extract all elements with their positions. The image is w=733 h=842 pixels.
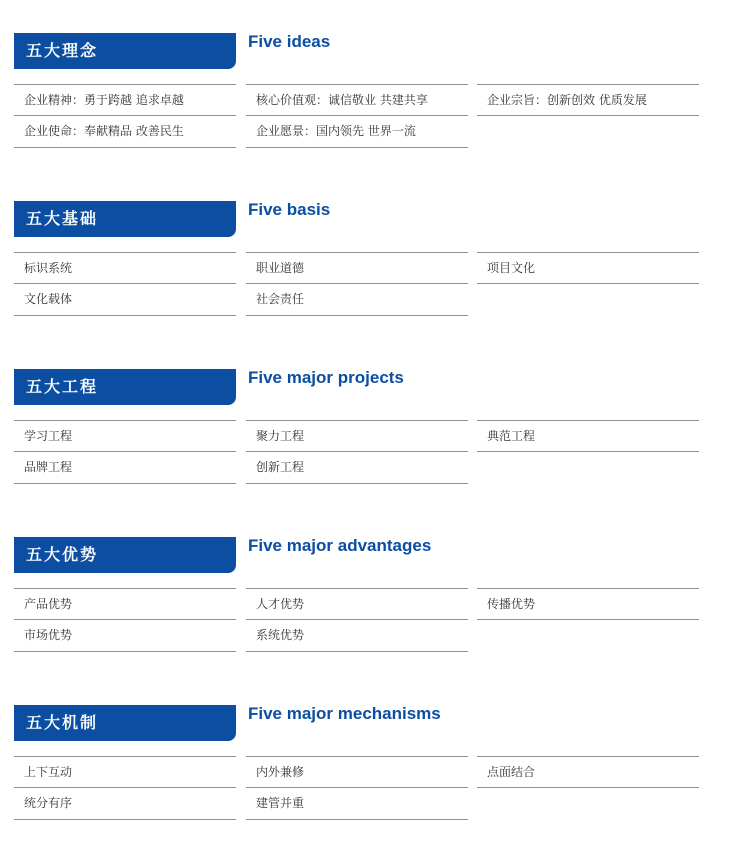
item-cell: 核心价值观：诚信敬业 共建共享 bbox=[256, 93, 428, 107]
item-cell: 企业使命：奉献精品 改善民生 bbox=[24, 124, 184, 138]
item-cell: 内外兼修 bbox=[256, 765, 305, 779]
item-cell: 标识系统 bbox=[24, 261, 73, 275]
item-cell: 企业精神：勇于跨越 追求卓越 bbox=[24, 93, 184, 107]
divider bbox=[14, 819, 236, 820]
divider bbox=[246, 651, 468, 652]
item-cell: 建管并重 bbox=[256, 796, 305, 810]
section-title-cn: 五大优势 bbox=[14, 537, 236, 573]
item-cell: 上下互动 bbox=[24, 765, 73, 779]
section bbox=[0, 0, 733, 150]
item-cell: 统分有序 bbox=[24, 796, 73, 810]
section bbox=[0, 336, 733, 486]
section bbox=[0, 168, 733, 318]
section bbox=[0, 672, 733, 822]
divider bbox=[14, 651, 236, 652]
item-cell: 文化载体 bbox=[24, 292, 73, 306]
divider bbox=[246, 819, 468, 820]
section-title-en: Five major projects bbox=[248, 368, 404, 387]
section-title-cn: 五大理念 bbox=[14, 33, 236, 69]
divider bbox=[246, 483, 468, 484]
section bbox=[0, 504, 733, 654]
divider bbox=[14, 147, 236, 148]
item-cell: 创新工程 bbox=[256, 460, 305, 474]
item-cell: 系统优势 bbox=[256, 628, 305, 642]
item-cell: 企业宗旨：创新创效 优质发展 bbox=[487, 93, 647, 107]
item-cell: 点面结合 bbox=[487, 765, 536, 779]
divider bbox=[14, 315, 236, 316]
section-title-en: Five ideas bbox=[248, 32, 331, 51]
item-cell: 品牌工程 bbox=[24, 460, 73, 474]
item-cell: 传播优势 bbox=[487, 597, 536, 611]
divider bbox=[246, 147, 468, 148]
item-cell: 典范工程 bbox=[487, 429, 536, 443]
divider bbox=[246, 315, 468, 316]
item-cell: 社会责任 bbox=[256, 292, 305, 306]
item-cell: 产品优势 bbox=[24, 597, 73, 611]
item-cell: 项目文化 bbox=[487, 261, 536, 275]
item-cell: 企业愿景：国内领先 世界一流 bbox=[256, 124, 416, 138]
item-cell: 人才优势 bbox=[256, 597, 305, 611]
section-title-en: Five major mechanisms bbox=[248, 704, 441, 723]
item-cell: 职业道德 bbox=[256, 261, 305, 275]
section-title-cn: 五大基础 bbox=[14, 201, 236, 237]
divider bbox=[14, 483, 236, 484]
section-title-cn: 五大机制 bbox=[14, 705, 236, 741]
section-title-cn: 五大工程 bbox=[14, 369, 236, 405]
item-cell: 学习工程 bbox=[24, 429, 73, 443]
section-title-en: Five basis bbox=[248, 200, 331, 219]
section-title-en: Five major advantages bbox=[248, 536, 432, 555]
item-cell: 市场优势 bbox=[24, 628, 73, 642]
item-cell: 聚力工程 bbox=[256, 429, 305, 443]
